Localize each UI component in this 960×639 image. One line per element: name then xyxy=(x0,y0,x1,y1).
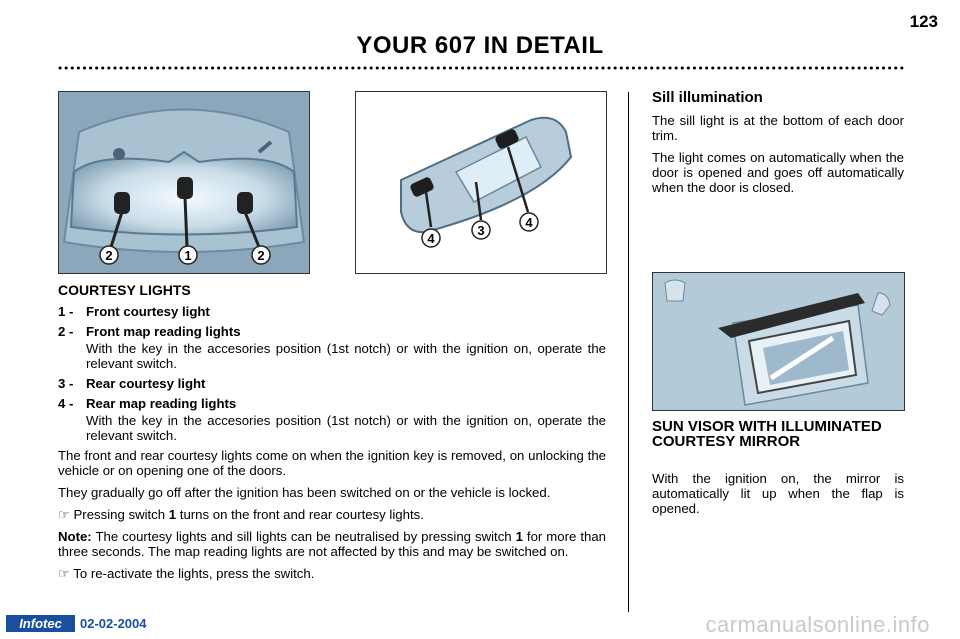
item-number: 1 - xyxy=(58,304,74,319)
sun-visor-heading: SUN VISOR WITH ILLUMINATED COURTESY MIRROR xyxy=(652,418,882,450)
callout-label: 2 xyxy=(105,248,113,263)
bullet-paragraph xyxy=(58,507,606,522)
callout-badge xyxy=(252,246,270,264)
item-number: 3 - xyxy=(58,376,74,391)
callout-label: 1 xyxy=(184,248,192,263)
note-text: for more than three seconds. The map reading lights are not affected by this and may be switched on. xyxy=(58,529,606,559)
note-paragraph xyxy=(58,529,606,559)
callout-label: 2 xyxy=(257,248,265,263)
paragraph: The front and rear courtesy lights come on when the ignition key is removed, on unlocking the vehicle or on opening one of the doors. xyxy=(58,448,606,478)
callout-label: 3 xyxy=(477,223,485,238)
callout-badge xyxy=(520,213,538,231)
item-label: Front courtesy light xyxy=(86,304,210,319)
paragraph: With the ignition on, the mirror is automatically lit up when the flap is opened. xyxy=(652,471,904,516)
list-item xyxy=(58,304,606,319)
sun-visor-photo xyxy=(652,272,905,411)
item-label: Front map reading lights xyxy=(86,324,241,339)
item-description: With the key in the accesories position (1st notch) or with the ignition on, operate the relevant switch. xyxy=(86,341,606,371)
bullet-paragraph xyxy=(58,566,606,581)
item-number: 2 - xyxy=(58,324,74,339)
note-text: The courtesy lights and sill lights can be neutralised by pressing switch xyxy=(91,529,516,544)
courtesy-lights-heading: COURTESY LIGHTS xyxy=(58,282,191,298)
footer-date: 02-02-2004 xyxy=(80,616,147,631)
bullet-text: turns on the front and rear courtesy lights. xyxy=(176,507,424,522)
watermark: carmanualsonline.info xyxy=(705,612,930,637)
front-courtesy-light-photo xyxy=(58,91,310,274)
infotec-logo: Infotec xyxy=(6,615,75,632)
sun-visor-body xyxy=(652,471,904,523)
page-number: 123 xyxy=(909,12,938,31)
pointing-hand-icon: ☞ xyxy=(58,507,74,522)
switch-number: 1 xyxy=(168,507,177,522)
paragraph: The light comes on automatically when the door is opened and goes off automatically when the door is closed. xyxy=(652,150,904,195)
sill-illumination-heading: Sill illumination xyxy=(652,89,763,106)
paragraph: The sill light is at the bottom of each door trim. xyxy=(652,113,904,143)
courtesy-lights-body xyxy=(58,304,606,588)
rear-courtesy-light-photo xyxy=(355,91,607,274)
paragraph: They gradually go off after the ignition has been switched on or the vehicle is locked. xyxy=(58,485,551,500)
callout-badge xyxy=(472,221,490,239)
dotted-divider xyxy=(58,64,905,72)
page-title: YOUR 607 IN DETAIL xyxy=(356,32,604,59)
note-label: Note: xyxy=(58,529,92,544)
callout-badge xyxy=(422,229,440,247)
item-label: Rear courtesy light xyxy=(86,376,206,391)
bullet-text: To re-activate the lights, press the switch. xyxy=(73,566,315,581)
pointing-hand-icon: ☞ xyxy=(58,566,74,581)
switch-number: 1 xyxy=(515,529,523,544)
item-number: 4 - xyxy=(58,396,74,411)
callout-label: 4 xyxy=(525,215,533,230)
list-item xyxy=(58,396,606,411)
item-description: With the key in the accesories position (1st notch) or with the ignition on, operate the relevant switch. xyxy=(86,413,606,443)
callout-label: 4 xyxy=(427,231,435,246)
column-divider xyxy=(628,92,629,612)
bullet-text: Pressing switch xyxy=(73,507,169,522)
callout-badge xyxy=(100,246,118,264)
sill-illumination-body xyxy=(652,113,904,202)
list-item xyxy=(58,376,606,391)
callout-badge xyxy=(179,246,197,264)
list-item xyxy=(58,324,606,339)
item-label: Rear map reading lights xyxy=(86,396,237,411)
